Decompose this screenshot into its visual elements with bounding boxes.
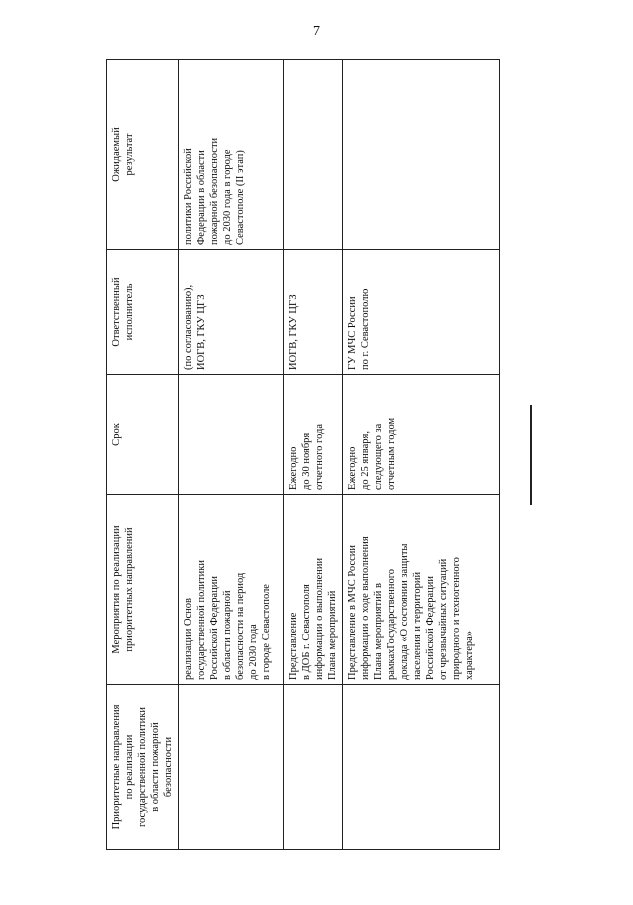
header-term: Срок [107, 375, 179, 495]
table-row [343, 60, 500, 850]
header-result: Ожидаемый результат [107, 60, 179, 250]
page-number: 7 [313, 24, 320, 39]
cell-result [284, 60, 343, 250]
cell-direction [343, 685, 500, 850]
cell-direction [179, 685, 284, 850]
cell-executor: ГУ МЧС России по г. Севастополю [343, 250, 500, 375]
rotated-table-container [106, 60, 496, 850]
cell-measure: реализации Основ государственной политики Российской Федерации в области пожарной безопасности на период до 2030 года в городе Севастополе [179, 495, 284, 685]
cell-measure: Представление в ДОБ г. Севастополя информации о выполнении Плана мероприятий [284, 495, 343, 685]
cell-result [343, 60, 500, 250]
table-row [284, 60, 343, 850]
cell-term: Ежегодно до 25 января, следующего за отчетным годом [343, 375, 500, 495]
header-executor: Ответственный исполнитель [107, 250, 179, 375]
cell-executor: (по согласованию), ИОГВ, ГКУ ЦГЗ [179, 250, 284, 375]
cell-term [179, 375, 284, 495]
table-row [179, 60, 284, 850]
header-directions: Приоритетные направления по реализации государственной политики в области пожарной безопасности [107, 685, 179, 850]
cell-result: политики Российской Федерации в области пожарной безопасности до 2030 года в городе Севастополе (II этап) [179, 60, 284, 250]
cell-executor: ИОГВ, ГКУ ЦГЗ [284, 250, 343, 375]
cell-term: Ежегодно до 30 ноября отчетного года [284, 375, 343, 495]
cell-measure: Представление в МЧС России информации о ходе выполнения Плана мероприятий в рамкахГосударственного доклада «О состоянии защиты населения и территорий Российской Федерации от чрезвычайных ситуаций природного и техногенного характера» [343, 495, 500, 685]
table-header-row [107, 60, 179, 850]
margin-line [530, 405, 532, 505]
measures-table [106, 59, 500, 850]
header-measures: Мероприятия по реализации приоритетных направлений [107, 495, 179, 685]
cell-direction [284, 685, 343, 850]
